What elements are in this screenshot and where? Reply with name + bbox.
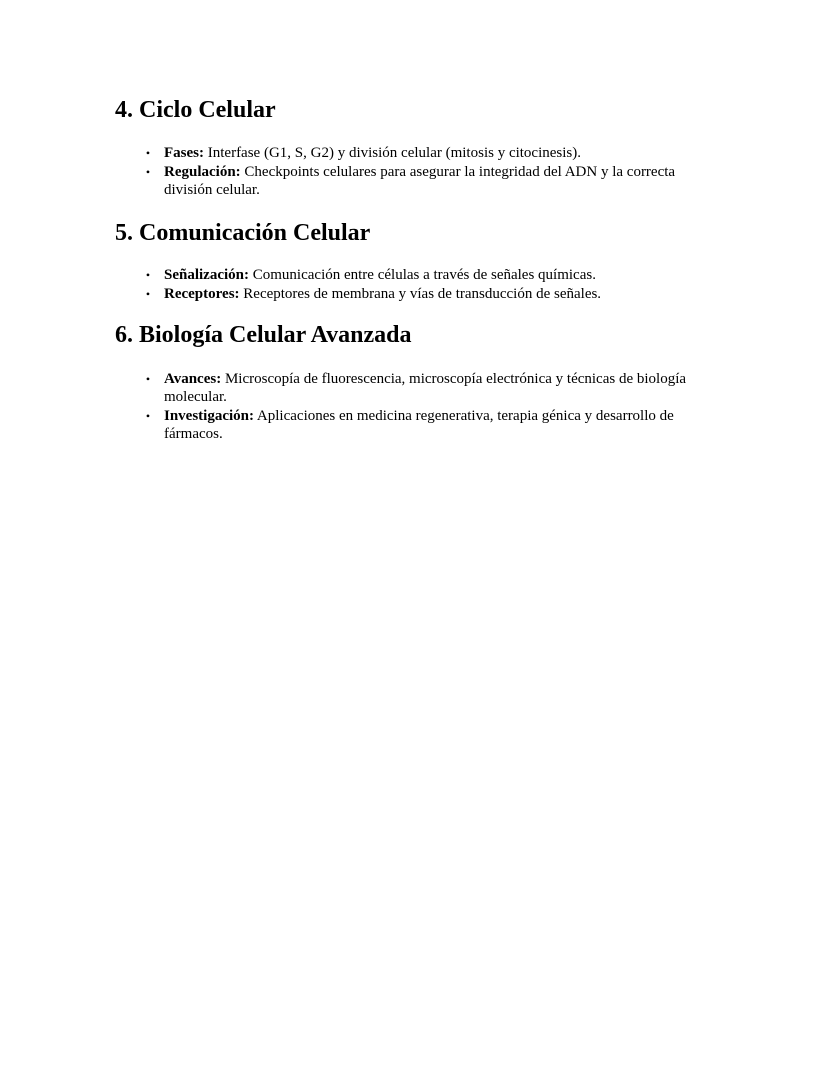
item-term: Avances: [164,371,222,387]
item-text: Checkpoints celulares para asegurar la integridad del ADN y la correcta división celular. [164,164,676,198]
section-cell-cycle [115,96,715,198]
item-term: Fases: [164,145,204,161]
bullet-icon: • [145,165,151,179]
section-heading: 5. Comunicación Celular [115,220,371,246]
bullet-icon: • [145,287,151,301]
list-item [143,163,723,199]
list-item [143,144,723,162]
item-text: Receptores de membrana y vías de transducción de señales. [239,286,602,302]
item-term: Investigación: [164,408,254,424]
bullet-icon: • [145,268,151,282]
list-item [143,370,723,406]
bullet-list [143,266,723,304]
list-item [143,285,723,303]
bullet-list [143,370,723,444]
bullet-list [143,144,723,200]
section-heading: 4. Ciclo Celular [115,97,276,123]
section-cell-communication [115,219,715,302]
item-term: Receptores: [164,286,240,302]
item-text: Aplicaciones en medicina regenerativa, terapia génica y desarrollo de fármacos. [164,408,674,442]
list-item [143,407,723,443]
item-term: Señalización: [164,267,249,283]
list-item [143,266,723,284]
section-heading: 6. Biología Celular Avanzada [115,322,412,348]
item-term: Regulación: [164,164,241,180]
bullet-icon: • [145,372,151,386]
section-advanced-cell-biology [115,321,715,442]
bullet-icon: • [145,409,151,423]
bullet-icon: • [145,146,151,160]
item-text: Comunicación entre células a través de señales químicas. [249,267,596,283]
item-text: Microscopía de fluorescencia, microscopía electrónica y técnicas de biología molecular. [164,371,687,405]
item-text: Interfase (G1, S, G2) y división celular (mitosis y citocinesis). [204,145,582,161]
